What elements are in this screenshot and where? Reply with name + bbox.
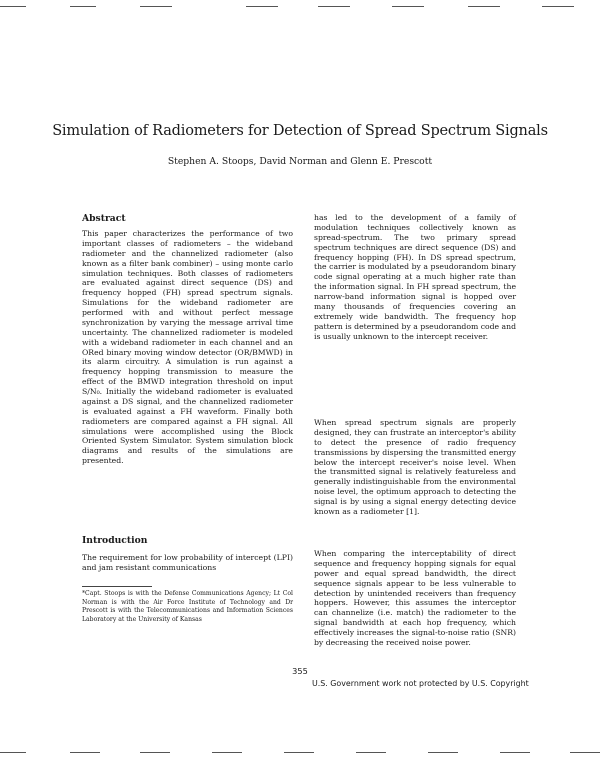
crop-mark — [284, 752, 314, 753]
body-paragraph: has led to the development of a family of modulation techniques collectively known as spread-spectrum. The two primary spread spectrum techniques are direct sequence (DS) and frequency hopping (FH). In DS spread spectrum, the carrier is modulated by a pseudorandom binary code signal operating at a much higher rate than the information signal. In FH spread spectrum, the narrow-band information signal is hopped over many thousands of frequencies covering an extremely wide bandwidth. The frequency hop pattern is determined by a pseudorandom code and is usually unknown to the intercept receiver. — [314, 213, 516, 341]
copyright-notice: U.S. Government work not protected by U.S. Copyright — [312, 679, 529, 688]
body-paragraph: When spread spectrum signals are properly designed, they can frustrate an interceptor's ability to detect the presence of radio frequency transmissions by dispersing the transmitted energy below the intercept receiver's noise level. When the transmitted signal is relatively featureless and generally indistinguishable from the environmental noise level, the optimum approach to detecting the signal is by using a signal energy detecting device known as a radiometer [1]. — [314, 418, 516, 516]
crop-mark — [468, 6, 500, 7]
crop-mark — [0, 752, 26, 753]
crop-mark — [246, 6, 278, 7]
paper-authors: Stephen A. Stoops, David Norman and Glenn E. Prescott — [167, 156, 433, 167]
body-paragraph: When comparing the interceptability of direct sequence and frequency hopping signals for equal power and equal spread bandwidth, the direct sequence signals appear to be less vulnerable to detection by unintended receivers than frequency hoppers. However, this assumes the interceptor can channelize (i.e. match) the radiometer to the signal bandwidth at each hop frequency, which effectively increases the signal-to-noise ratio (SNR) by decreasing the received noise power. — [314, 549, 516, 647]
introduction-text: The requirement for low probability of intercept (LPI) and jam resistant communications — [82, 553, 293, 572]
crop-mark — [500, 752, 530, 753]
page-number: 355 — [292, 666, 308, 676]
crop-mark — [356, 752, 386, 753]
crop-mark — [140, 752, 170, 753]
crop-mark — [392, 6, 424, 7]
footnote: *Capt. Stoops is with the Defense Communications Agency; Lt Col Norman is with the Air Force Institute of Technology and Dr Prescott is with the Telecommunications and Information Sciences Laboratory at the University of Kansas — [82, 590, 293, 623]
crop-mark — [570, 752, 600, 753]
crop-mark — [212, 752, 242, 753]
paper-title: Simulation of Radiometers for Detection of Spread Spectrum Signals — [52, 123, 548, 139]
abstract-heading: Abstract — [82, 213, 126, 224]
introduction-heading: Introduction — [82, 535, 148, 546]
abstract-text: This paper characterizes the performance of two important classes of radiometers – the wideband radiometer and the channelized radiometer (also known as a filter bank combiner) – using monte carlo simulation techniques. Both classes of radiometers are evaluated against direct sequence (DS) and frequency hopped (FH) spread spectrum signals. Simulations for the wideband radiometer are performed with and without perfect message synchronization by varying the message arrival time uncertainty. The channelized radiometer is modeled with a wideband radiometer in each channel and an ORed binary moving window detector (OR/BMWD) in its alarm circuitry. A simulation is run against a frequency hopping transmission to measure the effect of the BMWD integration threshold on input S/N₀. Initially the wideband radiometer is evaluated against a DS signal, and the channelized radiometer is evaluated against a FH waveform. Finally both radiometers are compared against a FH signal. All simulations were accomplished using the Block Oriented System Simulator. System simulation block diagrams and results of the simulations are presented. — [82, 229, 293, 466]
crop-mark — [542, 6, 574, 7]
crop-mark — [70, 6, 96, 7]
crop-mark — [0, 6, 26, 7]
crop-mark — [140, 6, 172, 7]
crop-mark — [428, 752, 458, 753]
crop-mark — [70, 752, 100, 753]
crop-mark — [318, 6, 350, 7]
footnote-rule — [82, 586, 152, 587]
